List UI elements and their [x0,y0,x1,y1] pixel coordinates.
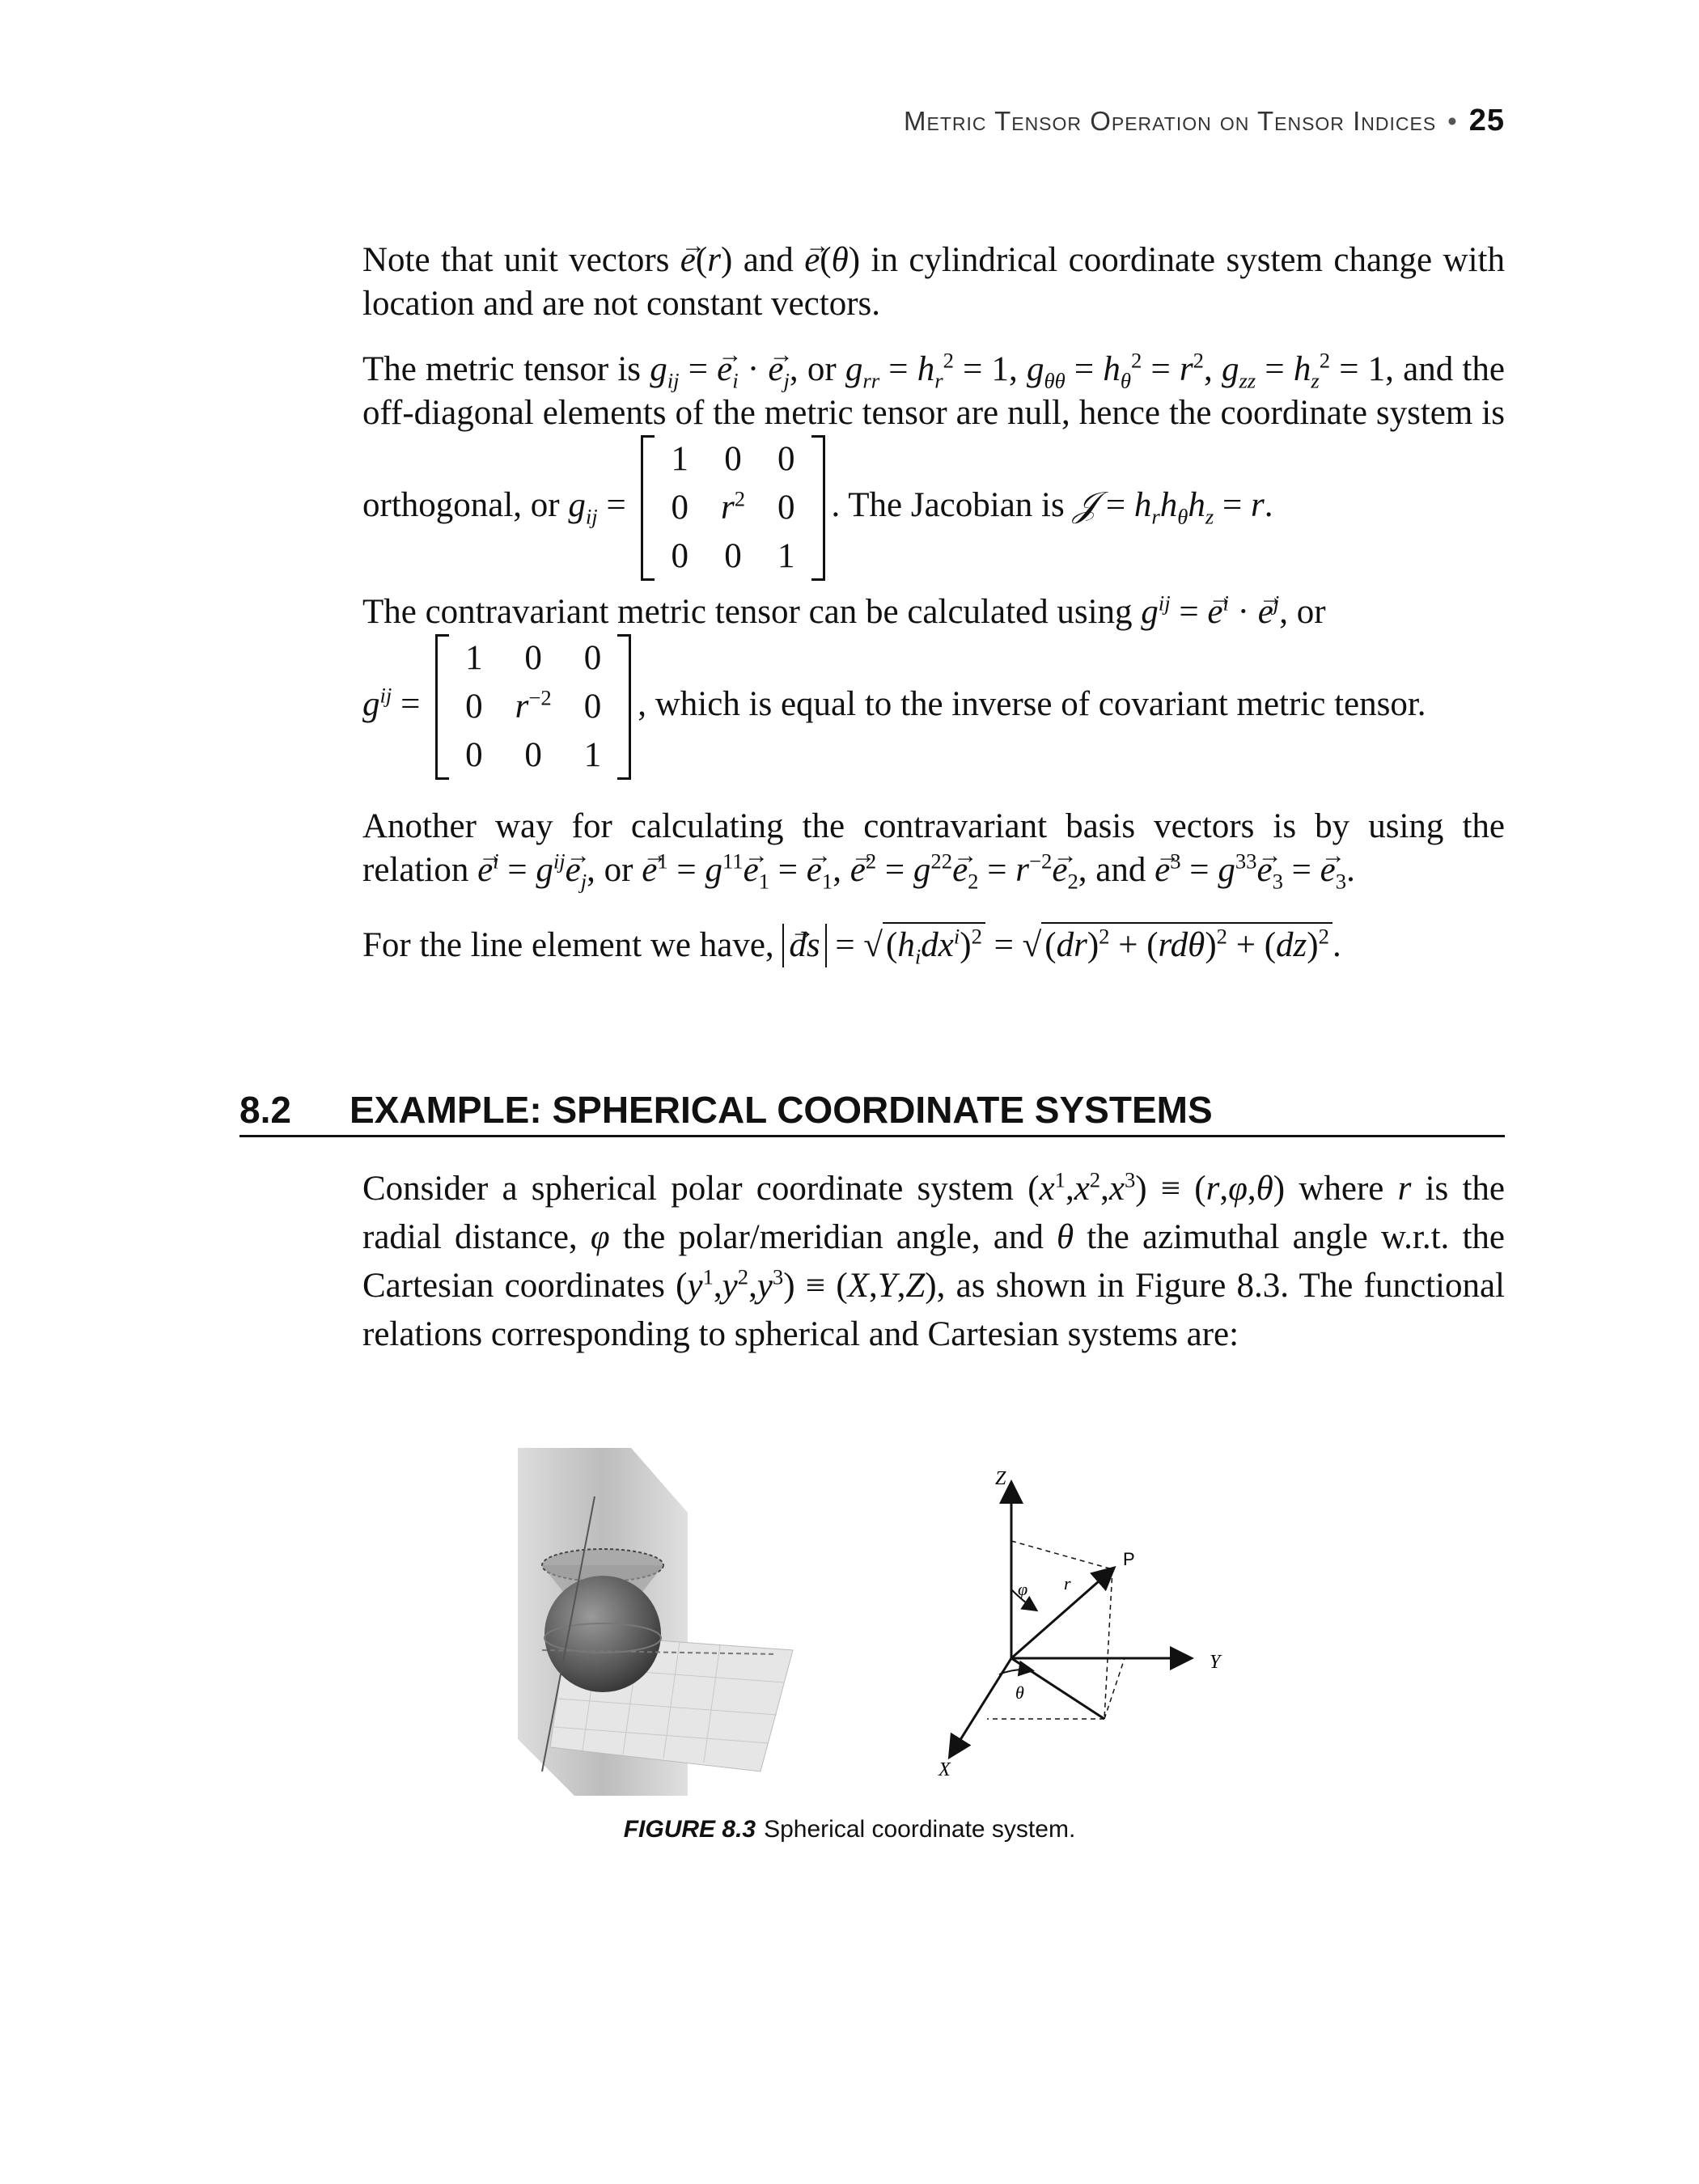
section-number: 8.2 [239,1089,291,1131]
axis-y-label: Y [1210,1652,1221,1673]
paragraph-metric-tensor: The metric tensor is $g_{ij}$ = → $e_i$ · → $e_j$, or $g_{rr} = h_r^2 = 1$, $g_{\theta\theta} = h_\theta^2 = r^2$, $g_{zz} = h_z^2 = 1$, and the off-diagonal elements of the metric tensor are null, hence the coordinate system is orthogonal, or $g_{ij}$ = 1 0 0 0 $r^2$ 0 0 0 1 . The Jacobian is 𝒥 = $h_rh_\theta h_z = r$. [362,348,1505,581]
section-title: EXAMPLE: SPHERICAL COORDINATE SYSTEMS [350,1089,1213,1131]
phi-label: φ [1018,1579,1028,1599]
point-p-label: P [1123,1549,1135,1569]
paragraph-line-element: For the line element we have, → ds = $√(h_idx^i)^2 = √(dr)^2 + (rd\theta)^2 + (dz)^2$. [362,922,1505,967]
page-number: 25 [1468,104,1505,138]
paragraph-basis-vectors: Another way for calculating the contravariant basis vectors is by using the relation → $e^i = g^{ij}\to e_j$, or → $e^1 = g^{11}\to e_1$ = → $e_1$, → $e^2 = g^{22}\to e_2 = r^{-2}\to e_2$, and → $e^3 = g^{33}\to e_3$ = → $e_3$. [362,805,1505,892]
paragraph-spherical: Consider a spherical polar coordinate system $(x^1,x^2,x^3) \equiv (r,\varphi,\theta)$ where r is the radial distance, φ the polar/meridian angle, and θ the azimuthal angle w.r.t. the Cartesian coordinates $(y^1,y^2,y^3) \equiv (X,Y,Z)$, as shown in Figure 8.3. The functional relations corresponding to spherical and Cartesian systems are: [362,1167,1506,1353]
covariant-metric-matrix: 1 0 0 0 $r^2$ 0 0 0 1 [641,435,824,581]
theta-label: θ [1015,1682,1024,1703]
sphere-3d-figure [518,1448,809,1796]
section-heading [239,1088,1505,1137]
running-title: Metric Tensor Operation on Tensor Indices [904,106,1437,136]
figure-label: FIGURE 8.3 [623,1816,756,1843]
running-head [904,104,1505,138]
paragraph-contravariant-metric: The contravariant metric tensor can be calculated using $g^{ij}$ = → $e^i$ · → $e^j$, or $g^{ij}$ = 1 0 0 0 $r^{-2}$ 0 0 0 1 , which is equal to the inverse of covariant metric tensor. [362,590,1505,780]
r-label: r [1064,1573,1071,1594]
axis-x-label: X [938,1759,951,1780]
paragraph-unit-vectors: Note that unit vectors → e(r) and → e(θ) in cylindrical coordinate system change with location and are not constant vectors. [362,239,1505,326]
figure-caption-text: Spherical coordinate system. [764,1816,1076,1843]
header-separator: • [1447,106,1458,136]
figure-caption [0,1816,1699,1843]
axis-z-label: Z [995,1468,1006,1489]
spherical-axes-diagram [922,1456,1262,1780]
contravariant-metric-matrix: 1 0 0 0 $r^{-2}$ 0 0 0 1 [435,634,631,780]
